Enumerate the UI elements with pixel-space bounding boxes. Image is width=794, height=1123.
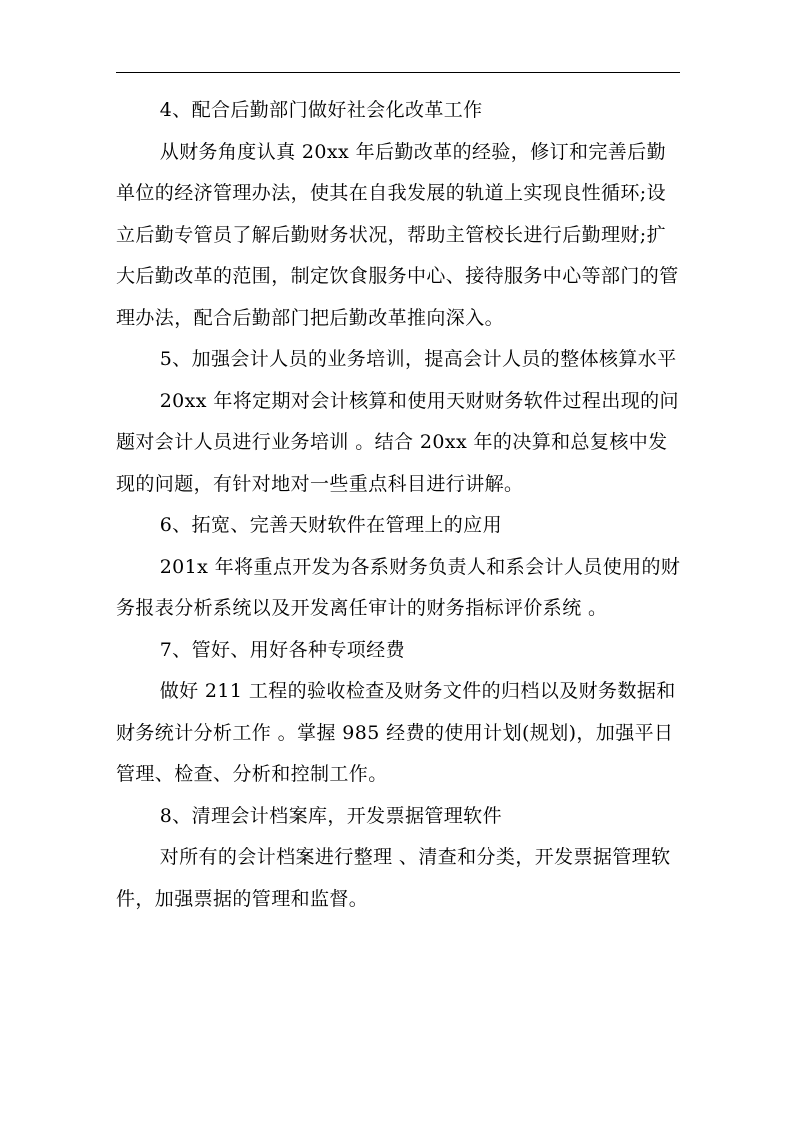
section-7-heading: 7、管好、用好各种专项经费: [159, 638, 405, 661]
header-rule: [116, 72, 680, 73]
section-5-heading: 5、加强会计人员的业务培训，提高会计人员的整体核算水平: [159, 348, 677, 370]
section-8-heading: 8、清理会计档案库，开发票据管理软件: [159, 804, 502, 827]
document-body: [116, 90, 682, 920]
section-6-body: 201x 年将重点开发为各系财务负责人和系会计人员使用的财务报表分析系统以及开发离任审计的财务指标评价系统 。: [116, 555, 681, 619]
section-4-heading: 4、配合后勤部门做好社会化改革工作: [159, 99, 483, 121]
section-6-heading: 6、拓宽、完善天财软件在管理上的应用: [159, 514, 502, 536]
section-4-body: 从财务角度认真 20xx 年后勤改革的经验，修订和完善后勤单位的经济管理办法，使其在自我发展的轨道上实现良性循环;设立后勤专管员了解后勤财务状况，帮助主管校长进行后勤理财;扩大后勤改革的范围，制定饮食服务中心、接待服务中心等部门的管理办法，配合后勤部门把后勤改革推向深入。: [116, 140, 679, 329]
section-8-body: 对所有的会计档案进行整理 、清查和分类，开发票据管理软件，加强票据的管理和监督。: [116, 846, 671, 910]
section-5-body: 20xx 年将定期对会计核算和使用天财财务软件过程出现的问题对会计人员进行业务培训 。结合 20xx 年的决算和总复核中发现的问题，有针对地对一些重点科目进行讲解。: [116, 389, 679, 495]
section-7-body: 做好 211 工程的验收检查及财务文件的归档以及财务数据和财务统计分析工作 。掌握 985 经费的使用计划(规划)，加强平日管理、检查、分析和控制工作。: [116, 680, 676, 785]
